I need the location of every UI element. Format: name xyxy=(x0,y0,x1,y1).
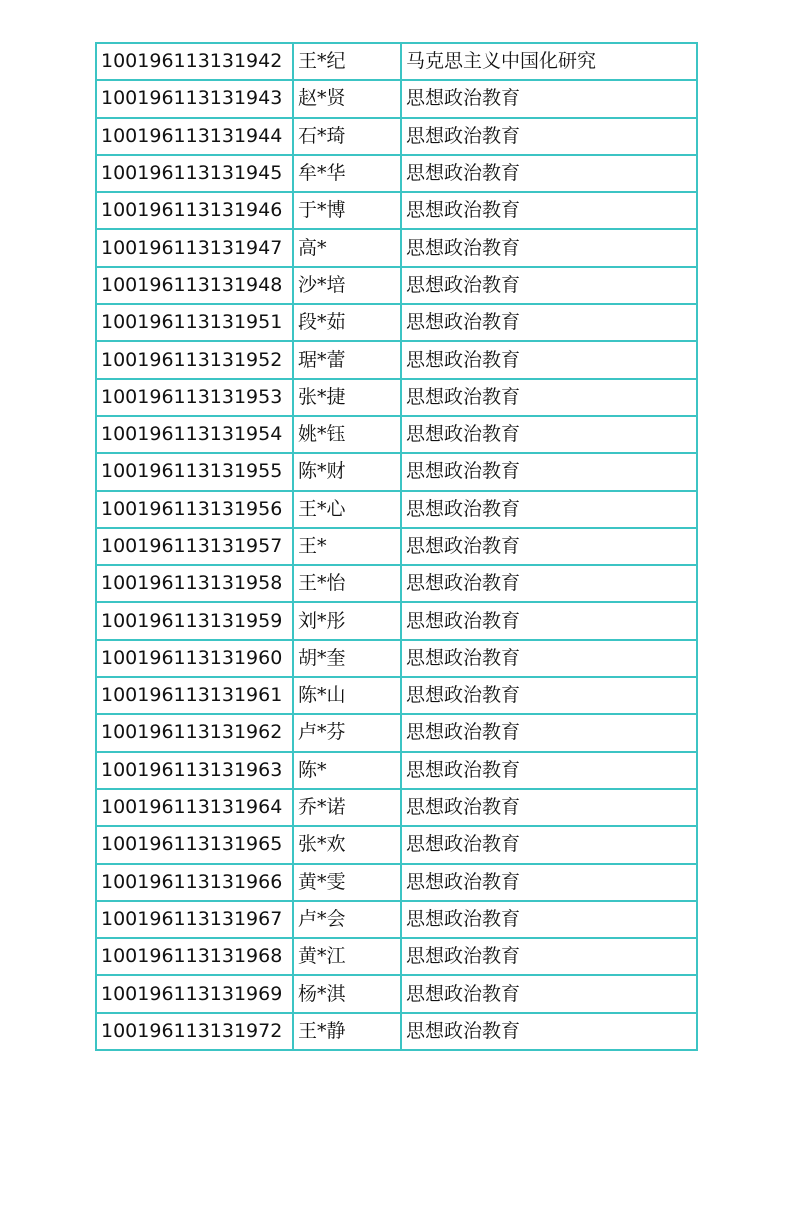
major-cell: 思想政治教育 xyxy=(401,379,697,416)
student-id-cell: 100196113131954 xyxy=(96,416,293,453)
major-cell: 思想政治教育 xyxy=(401,826,697,863)
student-name-cell: 姚*钰 xyxy=(293,416,401,453)
major-cell: 思想政治教育 xyxy=(401,752,697,789)
student-id-cell: 100196113131966 xyxy=(96,864,293,901)
student-id-cell: 100196113131942 xyxy=(96,43,293,80)
student-name-cell: 陈*山 xyxy=(293,677,401,714)
roster-body xyxy=(96,43,697,1050)
table-row xyxy=(96,901,697,938)
student-id-cell: 100196113131951 xyxy=(96,304,293,341)
student-id-cell: 100196113131943 xyxy=(96,80,293,117)
major-cell: 思想政治教育 xyxy=(401,565,697,602)
major-cell: 思想政治教育 xyxy=(401,304,697,341)
student-name-cell: 胡*奎 xyxy=(293,640,401,677)
student-name-cell: 卢*会 xyxy=(293,901,401,938)
major-cell: 思想政治教育 xyxy=(401,80,697,117)
major-cell: 思想政治教育 xyxy=(401,267,697,304)
student-name-cell: 刘*彤 xyxy=(293,602,401,639)
major-cell: 思想政治教育 xyxy=(401,864,697,901)
major-cell: 思想政治教育 xyxy=(401,901,697,938)
table-row xyxy=(96,416,697,453)
major-cell: 思想政治教育 xyxy=(401,341,697,378)
student-name-cell: 张*欢 xyxy=(293,826,401,863)
table-row xyxy=(96,229,697,266)
table-row xyxy=(96,752,697,789)
table-row xyxy=(96,118,697,155)
student-name-cell: 于*博 xyxy=(293,192,401,229)
student-name-cell: 陈* xyxy=(293,752,401,789)
student-name-cell: 沙*培 xyxy=(293,267,401,304)
table-row xyxy=(96,491,697,528)
major-cell: 思想政治教育 xyxy=(401,528,697,565)
major-cell: 思想政治教育 xyxy=(401,453,697,490)
table-row xyxy=(96,640,697,677)
major-cell: 思想政治教育 xyxy=(401,640,697,677)
student-id-cell: 100196113131952 xyxy=(96,341,293,378)
major-cell: 马克思主义中国化研究 xyxy=(401,43,697,80)
student-id-cell: 100196113131968 xyxy=(96,938,293,975)
table-row xyxy=(96,677,697,714)
table-row xyxy=(96,267,697,304)
table-row xyxy=(96,155,697,192)
student-name-cell: 王*心 xyxy=(293,491,401,528)
student-name-cell: 黄*雯 xyxy=(293,864,401,901)
student-id-cell: 100196113131961 xyxy=(96,677,293,714)
student-name-cell: 牟*华 xyxy=(293,155,401,192)
major-cell: 思想政治教育 xyxy=(401,677,697,714)
table-row xyxy=(96,192,697,229)
student-id-cell: 100196113131963 xyxy=(96,752,293,789)
student-id-cell: 100196113131957 xyxy=(96,528,293,565)
student-id-cell: 100196113131969 xyxy=(96,975,293,1012)
table-row xyxy=(96,304,697,341)
student-id-cell: 100196113131972 xyxy=(96,1013,293,1050)
table-row xyxy=(96,379,697,416)
major-cell: 思想政治教育 xyxy=(401,155,697,192)
student-id-cell: 100196113131947 xyxy=(96,229,293,266)
student-id-cell: 100196113131959 xyxy=(96,602,293,639)
student-name-cell: 陈*财 xyxy=(293,453,401,490)
student-id-cell: 100196113131953 xyxy=(96,379,293,416)
student-id-cell: 100196113131964 xyxy=(96,789,293,826)
major-cell: 思想政治教育 xyxy=(401,789,697,826)
student-name-cell: 王*纪 xyxy=(293,43,401,80)
table-row xyxy=(96,975,697,1012)
student-id-cell: 100196113131948 xyxy=(96,267,293,304)
major-cell: 思想政治教育 xyxy=(401,1013,697,1050)
student-name-cell: 卢*芬 xyxy=(293,714,401,751)
student-id-cell: 100196113131965 xyxy=(96,826,293,863)
student-id-cell: 100196113131945 xyxy=(96,155,293,192)
table-row xyxy=(96,602,697,639)
student-id-cell: 100196113131960 xyxy=(96,640,293,677)
student-roster-table xyxy=(95,42,698,1051)
student-id-cell: 100196113131962 xyxy=(96,714,293,751)
table-row xyxy=(96,43,697,80)
student-name-cell: 琚*蕾 xyxy=(293,341,401,378)
table-row xyxy=(96,789,697,826)
student-name-cell: 王* xyxy=(293,528,401,565)
student-name-cell: 乔*诺 xyxy=(293,789,401,826)
major-cell: 思想政治教育 xyxy=(401,975,697,1012)
major-cell: 思想政治教育 xyxy=(401,229,697,266)
student-name-cell: 王*静 xyxy=(293,1013,401,1050)
major-cell: 思想政治教育 xyxy=(401,192,697,229)
student-name-cell: 高* xyxy=(293,229,401,266)
student-id-cell: 100196113131944 xyxy=(96,118,293,155)
student-name-cell: 段*茹 xyxy=(293,304,401,341)
table-row xyxy=(96,1013,697,1050)
table-row xyxy=(96,938,697,975)
student-name-cell: 杨*淇 xyxy=(293,975,401,1012)
table-row xyxy=(96,826,697,863)
major-cell: 思想政治教育 xyxy=(401,118,697,155)
major-cell: 思想政治教育 xyxy=(401,938,697,975)
student-name-cell: 王*怡 xyxy=(293,565,401,602)
student-id-cell: 100196113131967 xyxy=(96,901,293,938)
table-row xyxy=(96,453,697,490)
student-id-cell: 100196113131946 xyxy=(96,192,293,229)
major-cell: 思想政治教育 xyxy=(401,714,697,751)
student-name-cell: 黄*江 xyxy=(293,938,401,975)
table-row xyxy=(96,565,697,602)
student-id-cell: 100196113131955 xyxy=(96,453,293,490)
student-id-cell: 100196113131956 xyxy=(96,491,293,528)
major-cell: 思想政治教育 xyxy=(401,491,697,528)
table-row xyxy=(96,864,697,901)
major-cell: 思想政治教育 xyxy=(401,602,697,639)
table-row xyxy=(96,528,697,565)
student-name-cell: 张*捷 xyxy=(293,379,401,416)
table-row xyxy=(96,80,697,117)
student-id-cell: 100196113131958 xyxy=(96,565,293,602)
table-row xyxy=(96,341,697,378)
student-name-cell: 赵*贤 xyxy=(293,80,401,117)
table-row xyxy=(96,714,697,751)
student-name-cell: 石*琦 xyxy=(293,118,401,155)
major-cell: 思想政治教育 xyxy=(401,416,697,453)
